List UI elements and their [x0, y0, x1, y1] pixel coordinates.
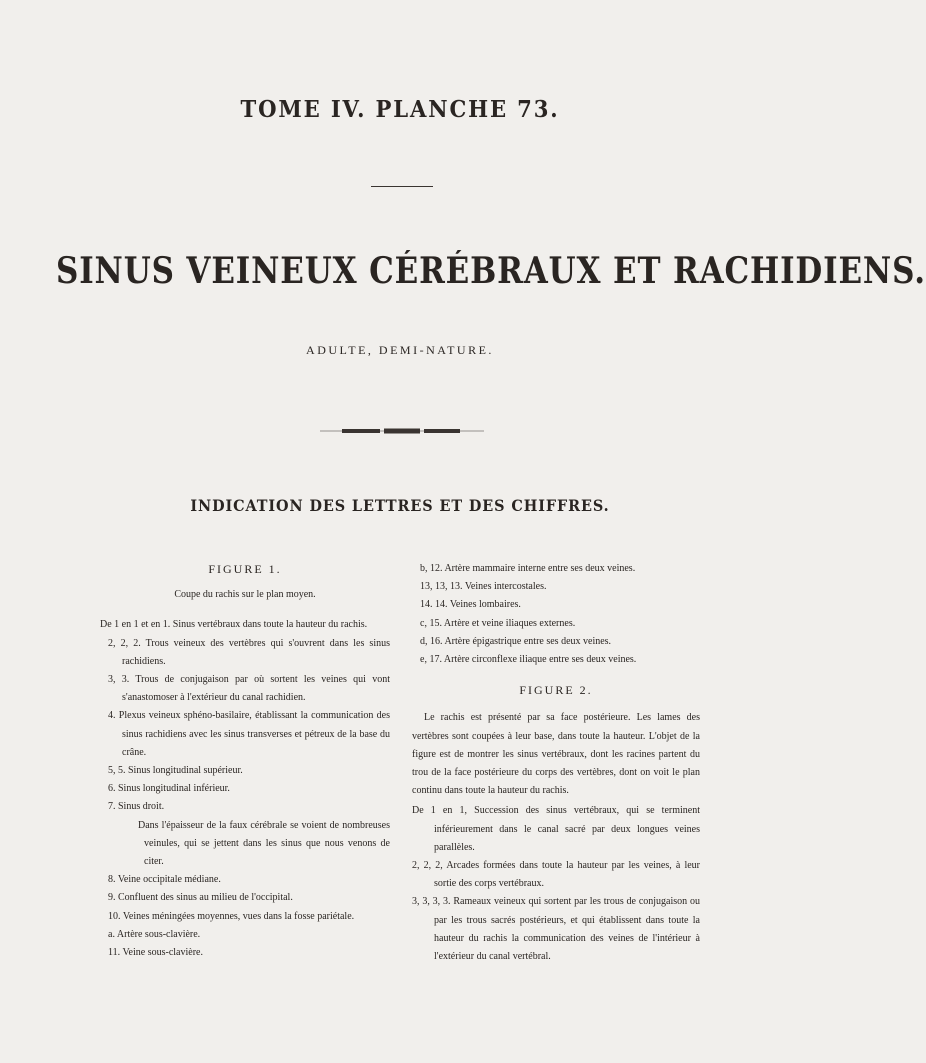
- legend-item: 4. Plexus veineux sphéno-basilaire, établissant la communication des sinus rachidiens avec les sinus transverses et pétreux de la base du crâne.: [108, 710, 390, 758]
- legend-item: 11. Veine sous-clavière.: [108, 947, 203, 959]
- column-right: [412, 560, 700, 966]
- legend-item: c, 15. Artère et veine iliaques externes.: [420, 617, 576, 629]
- page-title: SINUS VEINEUX CÉRÉBRAUX ET RACHIDIENS.: [56, 250, 926, 292]
- figure2-intro: Le rachis est présenté par sa face postérieure. Les lames des vertèbres sont coupées à leur base, dans toute la hauteur. L'objet de la figure est de montrer les sinus vertébraux, dont les racines partent du trou de la face postérieure du corps des vertèbres, dont on voit le plan continu dans toute la hauteur du rachis.: [412, 712, 700, 797]
- plate-number: TOME IV. PLANCHE 73.: [240, 96, 560, 123]
- legend-item: d, 16. Artère épigastrique entre ses deux veines.: [420, 635, 612, 647]
- legend-item: 13, 13, 13. Veines intercostales.: [420, 581, 547, 593]
- figure1-caption: Coupe du rachis sur le plan moyen.: [174, 589, 316, 601]
- legend-item: 8. Veine occipitale médiane.: [108, 874, 221, 886]
- legend-item: 3, 3. Trous de conjugaison par où sortent les veines qui vont s'anastomoser à l'extérieur du canal rachidien.: [108, 674, 390, 704]
- legend-item: De 1 en 1 et en 1. Sinus vertébraux dans toute la hauteur du rachis.: [100, 619, 368, 631]
- section-heading: INDICATION DES LETTRES ET DES CHIFFRES.: [190, 496, 610, 515]
- subtitle: ADULTE, DEMI-NATURE.: [306, 343, 494, 357]
- legend-item: 2, 2, 2, Arcades formées dans toute la hauteur par les veines, à leur sortie des corps vertébraux.: [412, 860, 700, 890]
- legend-item: 5, 5. Sinus longitudinal supérieur.: [108, 765, 243, 777]
- legend-item: 3, 3, 3, 3. Rameaux veineux qui sortent par les trous de conjugaison ou par les trous sacrés postérieurs, et qui établissent dans toute la hauteur du rachis la communication des veines de l'intérieur à l'extérieur du canal vertébral.: [412, 896, 700, 963]
- legend-item: b, 12. Artère mammaire interne entre ses deux veines.: [420, 563, 636, 574]
- legend-item: a. Artère sous-clavière.: [108, 928, 201, 940]
- figure1-heading: FIGURE 1.: [208, 562, 282, 576]
- legend-note: Dans l'épaisseur de la faux cérébrale se voient de nombreuses veinules, qui se jettent dans les sinus que nous venons de citer.: [138, 819, 390, 868]
- legend-item: 9. Confluent des sinus au milieu de l'occipital.: [108, 892, 293, 904]
- legend-item: De 1 en 1, Succession des sinus vertébraux, qui se terminent inférieurement dans le canal sacré par deux longues veines parallèles.: [412, 805, 700, 853]
- legend-item: 14. 14. Veines lombaires.: [420, 599, 521, 611]
- legend-item: 2, 2, 2. Trous veineux des vertèbres qui s'ouvrent dans les sinus rachidiens.: [108, 637, 390, 667]
- column-left: [100, 560, 390, 962]
- ornament-divider: [320, 426, 484, 436]
- legend-item: 6. Sinus longitudinal inférieur.: [108, 783, 230, 795]
- legend-item: e, 17. Artère circonflexe iliaque entre ses deux veines.: [420, 654, 637, 666]
- figure2-heading: FIGURE 2.: [519, 683, 593, 698]
- legend-item: 7. Sinus droit.: [108, 801, 165, 813]
- divider-rule: [371, 186, 433, 187]
- legend-item: 10. Veines méningées moyennes, vues dans la fosse pariétale.: [108, 910, 355, 922]
